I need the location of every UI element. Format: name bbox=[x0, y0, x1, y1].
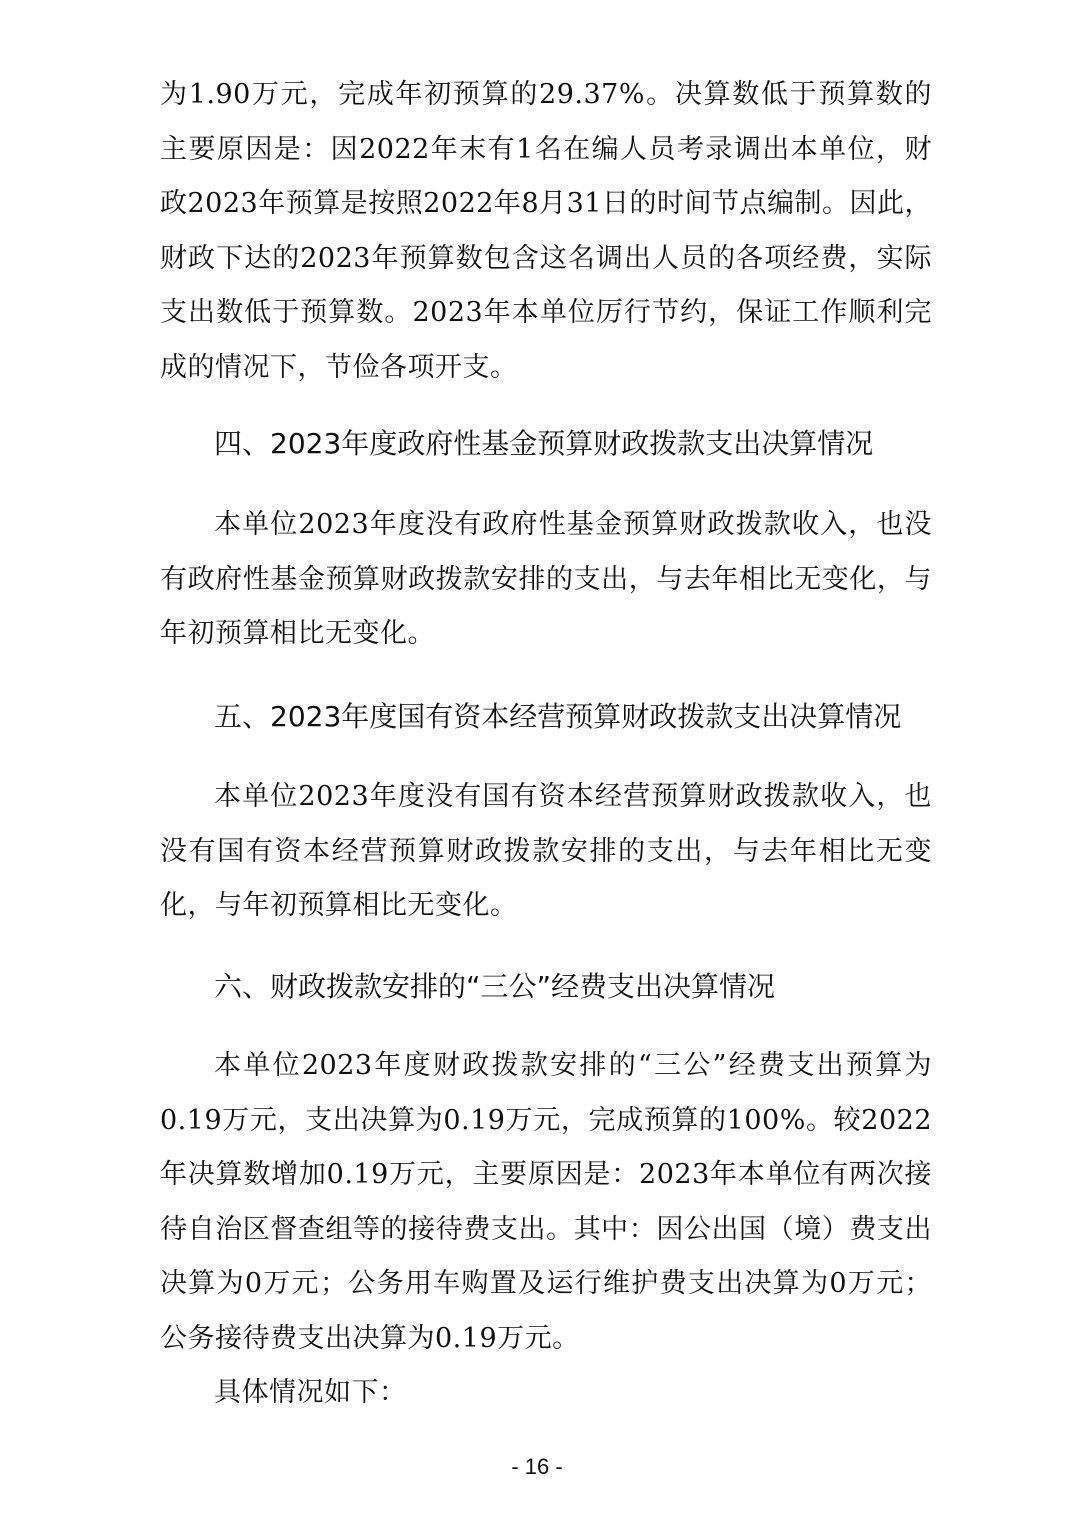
section-6-paragraph: 本单位2023年度财政拨款安排的“三公”经费支出预算为0.19万元，支出决算为0.19万元，完成预算的100%。较2022年决算数增加0.19万元，主要原因是：2023年本单位有两次接待自治区督查组等的接待费支出。其中：因公出国（境）费支出决算为0万元；公务用车购置及运行维护费支出决算为0万元；公务接待费支出决算为0.19万元。 bbox=[160, 1050, 932, 1354]
continuation-paragraph: 为1.90万元，完成年初预算的29.37%。决算数低于预算数的主要原因是：因2022年末有1名在编人员考录调出本单位，财政2023年预算是按照2022年8月31日的时间节点编制。因此，财政下达的2023年预算数包含这名调出人员的各项经费，实际支出数低于预算数。2023年本单位厉行节约，保证工作顺利完成的情况下，节俭各项开支。 bbox=[160, 79, 932, 383]
section-6-heading: 六、财政拨款安排的“三公”经费支出决算情况 bbox=[214, 970, 776, 1003]
details-intro: 具体情况如下： bbox=[214, 1377, 407, 1408]
section-5-heading: 五、2023年度国有资本经营预算财政拨款支出决算情况 bbox=[214, 700, 902, 733]
page-number: - 16 - bbox=[511, 1454, 563, 1479]
section-4-heading: 四、2023年度政府性基金预算财政拨款支出决算情况 bbox=[214, 427, 874, 460]
section-4-paragraph: 本单位2023年度没有政府性基金预算财政拨款收入，也没有政府性基金预算财政拨款安排的支出，与去年相比无变化，与年初预算相比无变化。 bbox=[160, 509, 932, 649]
section-5-paragraph: 本单位2023年度没有国有资本经营预算财政拨款收入，也没有国有资本经营预算财政拨款安排的支出，与去年相比无变化，与年初预算相比无变化。 bbox=[160, 781, 932, 921]
